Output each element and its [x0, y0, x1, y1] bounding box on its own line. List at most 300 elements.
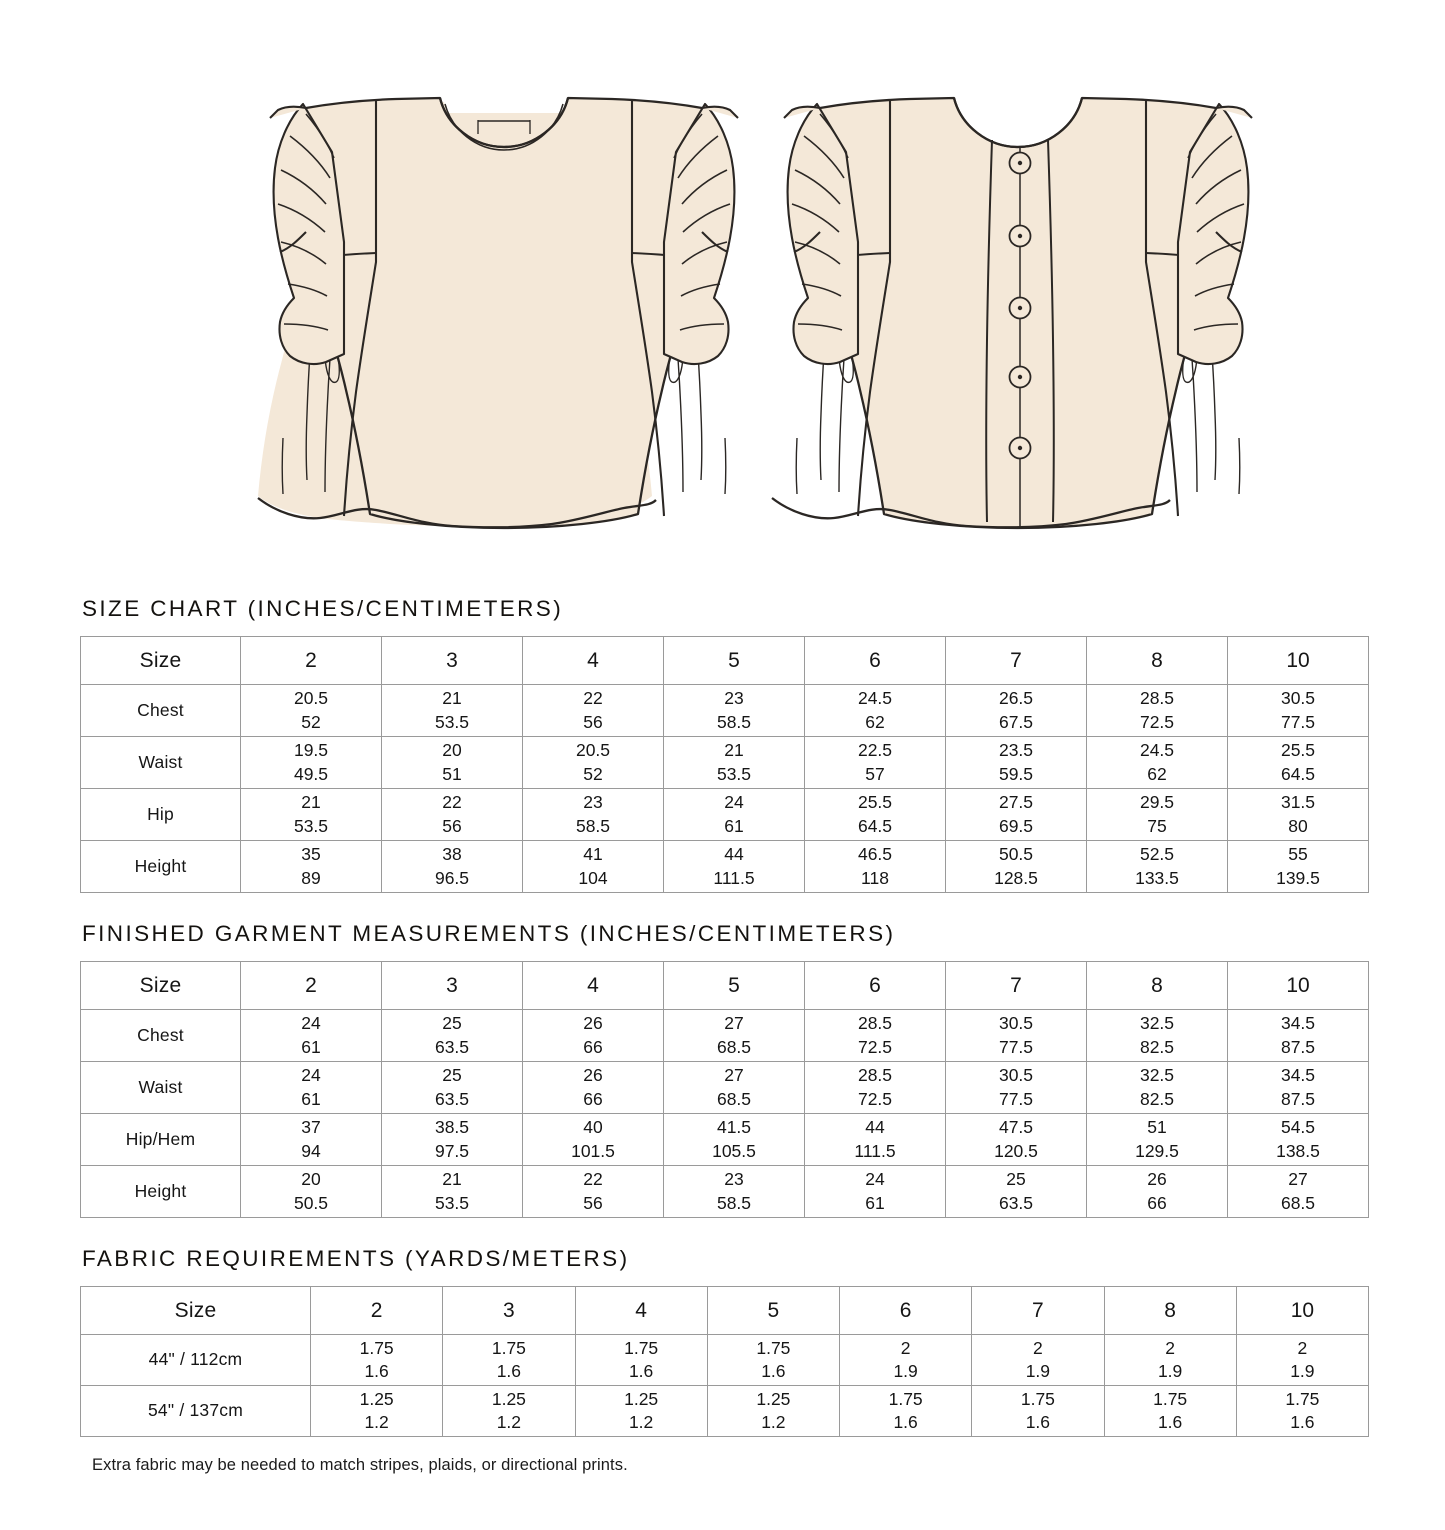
value-secondary: 1.6	[364, 1361, 389, 1381]
measurement-cell	[707, 1386, 839, 1437]
finished-garment-header-row	[81, 962, 1369, 1010]
column-header-size-7: 7	[946, 962, 1087, 1010]
value-primary: 51	[1147, 1117, 1167, 1138]
value-secondary: 69.5	[998, 815, 1034, 836]
value-primary: 25	[442, 1065, 462, 1086]
measurement-cell	[805, 1114, 946, 1166]
measurement-cell	[241, 841, 382, 893]
fabric-requirements-body	[81, 1287, 1369, 1437]
measurement-cell	[946, 685, 1087, 737]
measurement-cell	[1087, 1114, 1228, 1166]
value-primary: 41	[583, 844, 603, 865]
value-primary: 23	[724, 1169, 744, 1190]
value-primary: 44	[865, 1117, 885, 1138]
value-secondary: 89	[301, 867, 321, 888]
measurement-cell	[840, 1335, 972, 1386]
measurement-cell	[664, 1062, 805, 1114]
value-primary: 1.75	[1285, 1388, 1320, 1409]
value-primary: 52.5	[1139, 844, 1175, 865]
table-row	[81, 1062, 1369, 1114]
measurement-cell	[523, 841, 664, 893]
measurement-cell	[1087, 685, 1228, 737]
value-secondary: 61	[301, 1088, 321, 1109]
measurement-cell	[443, 1386, 575, 1437]
value-secondary: 77.5	[998, 1088, 1034, 1109]
measurement-cell	[1087, 841, 1228, 893]
value-secondary: 57	[865, 763, 885, 784]
measurement-cell	[241, 1010, 382, 1062]
measurement-cell	[805, 1010, 946, 1062]
value-primary: 24.5	[857, 688, 893, 709]
value-secondary: 1.6	[1157, 1412, 1183, 1432]
measurement-cell	[241, 685, 382, 737]
table-row	[81, 1335, 1369, 1386]
value-secondary: 138.5	[1276, 1140, 1320, 1161]
measurement-cell	[1087, 737, 1228, 789]
measurement-cell	[241, 789, 382, 841]
value-secondary: 128.5	[994, 867, 1038, 888]
value-primary: 46.5	[857, 844, 893, 865]
measurement-cell	[1236, 1386, 1368, 1437]
value-primary: 2	[1033, 1337, 1043, 1358]
measurement-cell	[523, 737, 664, 789]
column-header-size-8: 8	[1087, 637, 1228, 685]
value-primary: 55	[1288, 844, 1308, 865]
measurement-cell	[382, 1114, 523, 1166]
value-secondary: 66	[583, 1088, 603, 1109]
value-secondary: 58.5	[716, 1192, 752, 1213]
value-primary: 1.75	[624, 1337, 659, 1358]
size-chart-header-row	[81, 637, 1369, 685]
value-secondary: 53.5	[434, 1192, 470, 1213]
value-secondary: 111.5	[854, 1140, 896, 1161]
measurement-cell	[523, 685, 664, 737]
value-primary: 21	[442, 1169, 462, 1190]
value-secondary: 64.5	[1280, 763, 1316, 784]
measurement-cell	[523, 1166, 664, 1218]
value-secondary: 97.5	[434, 1140, 470, 1161]
size-chart-body	[81, 637, 1369, 893]
value-primary: 26	[583, 1013, 603, 1034]
measurement-cell	[523, 1114, 664, 1166]
value-primary: 28.5	[1139, 688, 1175, 709]
value-secondary: 1.2	[364, 1412, 389, 1432]
value-secondary: 56	[583, 1192, 603, 1213]
value-primary: 47.5	[998, 1117, 1034, 1138]
value-secondary: 96.5	[434, 867, 470, 888]
measurement-cell	[575, 1386, 707, 1437]
table-row	[81, 1114, 1369, 1166]
table-row	[81, 841, 1369, 893]
table-row	[81, 1166, 1369, 1218]
measurement-cell	[805, 1062, 946, 1114]
finished-garment-table	[80, 961, 1369, 1218]
measurement-cell	[664, 1114, 805, 1166]
measurement-cell	[664, 1166, 805, 1218]
value-primary: 22.5	[857, 740, 893, 761]
column-header-size-4: 4	[523, 962, 664, 1010]
value-primary: 29.5	[1139, 792, 1175, 813]
value-primary: 1.25	[359, 1388, 394, 1409]
value-secondary: 1.9	[1025, 1361, 1051, 1381]
column-header-size-8: 8	[1104, 1287, 1236, 1335]
column-header-size-4: 4	[523, 637, 664, 685]
value-primary: 24	[724, 792, 744, 813]
row-label: Height	[81, 1166, 241, 1218]
value-secondary: 1.6	[761, 1361, 786, 1381]
value-primary: 1.25	[756, 1388, 791, 1409]
value-secondary: 61	[865, 1192, 885, 1213]
column-header-size-5: 5	[664, 962, 805, 1010]
value-secondary: 111.5	[713, 867, 755, 888]
value-secondary: 1.2	[761, 1412, 786, 1432]
value-primary: 1.25	[624, 1388, 659, 1409]
value-secondary: 63.5	[434, 1036, 470, 1057]
value-secondary: 66	[583, 1036, 603, 1057]
value-primary: 2	[1165, 1337, 1175, 1358]
value-secondary: 61	[724, 815, 744, 836]
value-secondary: 49.5	[293, 763, 329, 784]
size-chart-title: SIZE CHART (INCHES/CENTIMETERS)	[82, 596, 564, 621]
measurement-cell	[805, 789, 946, 841]
value-primary: 21	[301, 792, 321, 813]
measurement-cell	[382, 1010, 523, 1062]
measurement-cell	[1228, 1166, 1369, 1218]
value-primary: 24	[301, 1013, 321, 1034]
value-primary: 35	[301, 844, 321, 865]
measurement-cell	[241, 1166, 382, 1218]
value-secondary: 120.5	[994, 1140, 1038, 1161]
value-secondary: 50.5	[293, 1192, 329, 1213]
value-primary: 40	[583, 1117, 603, 1138]
row-label: Hip/Hem	[81, 1114, 241, 1166]
row-label: 54" / 137cm	[81, 1386, 311, 1437]
table-row	[81, 789, 1369, 841]
column-header-size-7: 7	[946, 637, 1087, 685]
measurement-cell	[840, 1386, 972, 1437]
measurement-cell	[805, 841, 946, 893]
value-secondary: 104	[578, 867, 608, 888]
column-header-size-6: 6	[840, 1287, 972, 1335]
value-primary: 24	[865, 1169, 885, 1190]
row-label: Waist	[81, 1062, 241, 1114]
value-primary: 27.5	[998, 792, 1034, 813]
value-secondary: 94	[301, 1140, 321, 1161]
measurement-cell	[664, 1010, 805, 1062]
value-primary: 26	[1147, 1169, 1167, 1190]
column-header-size-2: 2	[241, 962, 382, 1010]
value-secondary: 129.5	[1135, 1140, 1179, 1161]
value-primary: 30.5	[1280, 688, 1316, 709]
value-primary: 1.75	[1153, 1388, 1188, 1409]
row-label: Hip	[81, 789, 241, 841]
value-primary: 30.5	[998, 1065, 1034, 1086]
finished-garment-title: FINISHED GARMENT MEASUREMENTS (INCHES/CENTIMETERS)	[82, 921, 896, 946]
column-header-size-10: 10	[1236, 1287, 1368, 1335]
value-primary: 23	[724, 688, 744, 709]
measurement-cell	[1104, 1386, 1236, 1437]
value-primary: 24	[301, 1065, 321, 1086]
value-secondary: 77.5	[1280, 711, 1316, 732]
fabric-requirements-table	[80, 1286, 1369, 1437]
measurement-cell	[1236, 1335, 1368, 1386]
measurement-cell	[1087, 1010, 1228, 1062]
value-secondary: 82.5	[1139, 1036, 1175, 1057]
value-secondary: 72.5	[857, 1088, 893, 1109]
value-primary: 23	[583, 792, 603, 813]
measurement-cell	[707, 1335, 839, 1386]
value-secondary: 56	[583, 711, 603, 732]
value-primary: 34.5	[1280, 1013, 1316, 1034]
row-label: Waist	[81, 737, 241, 789]
value-secondary: 80	[1288, 815, 1308, 836]
value-primary: 41.5	[716, 1117, 752, 1138]
value-secondary: 105.5	[712, 1140, 756, 1161]
finished-garment-body	[81, 962, 1369, 1218]
value-primary: 1.75	[491, 1337, 526, 1358]
measurement-cell	[972, 1335, 1104, 1386]
column-header-size-6: 6	[805, 637, 946, 685]
value-secondary: 52	[301, 711, 321, 732]
column-header-size-10: 10	[1228, 637, 1369, 685]
value-secondary: 133.5	[1135, 867, 1179, 888]
value-secondary: 72.5	[857, 1036, 893, 1057]
measurement-cell	[1228, 685, 1369, 737]
column-header-size-8: 8	[1087, 962, 1228, 1010]
column-header-size-2: 2	[311, 1287, 443, 1335]
column-header-size-3: 3	[443, 1287, 575, 1335]
value-secondary: 68.5	[1280, 1192, 1316, 1213]
row-label: Chest	[81, 685, 241, 737]
measurement-cell	[382, 841, 523, 893]
fabric-requirements-title: FABRIC REQUIREMENTS (YARDS/METERS)	[82, 1246, 630, 1271]
measurement-cell	[1104, 1335, 1236, 1386]
value-secondary: 75	[1147, 815, 1167, 836]
garment-illustration	[0, 0, 1445, 580]
value-secondary: 1.9	[1290, 1361, 1315, 1381]
measurement-cell	[664, 685, 805, 737]
measurement-cell	[523, 1010, 664, 1062]
measurement-cell	[805, 737, 946, 789]
measurement-cell	[382, 789, 523, 841]
value-secondary: 59.5	[998, 763, 1034, 784]
value-secondary: 64.5	[857, 815, 893, 836]
measurement-cell	[241, 1114, 382, 1166]
measurement-cell	[972, 1386, 1104, 1437]
table-row	[81, 1386, 1369, 1437]
value-secondary: 51	[442, 763, 462, 784]
measurement-cell	[946, 1166, 1087, 1218]
column-header-size-4: 4	[575, 1287, 707, 1335]
value-primary: 20.5	[293, 688, 329, 709]
value-primary: 26	[583, 1065, 603, 1086]
value-primary: 20	[442, 740, 462, 761]
value-secondary: 1.6	[893, 1412, 918, 1432]
value-secondary: 72.5	[1139, 711, 1175, 732]
measurement-cell	[1228, 737, 1369, 789]
column-header-size: Size	[81, 962, 241, 1010]
measurement-cell	[946, 841, 1087, 893]
column-header-size-10: 10	[1228, 962, 1369, 1010]
fabric-footnote: Extra fabric may be needed to match stripes, plaids, or directional prints.	[92, 1456, 628, 1474]
measurement-cell	[805, 1166, 946, 1218]
value-primary: 20.5	[575, 740, 611, 761]
measurement-cell	[664, 737, 805, 789]
value-primary: 26.5	[998, 688, 1034, 709]
dress-back-view	[772, 98, 1252, 528]
measurement-cell	[523, 789, 664, 841]
value-secondary: 58.5	[716, 711, 752, 732]
value-secondary: 1.9	[1157, 1361, 1183, 1381]
value-secondary: 139.5	[1276, 867, 1320, 888]
value-primary: 20	[301, 1169, 321, 1190]
value-secondary: 1.6	[628, 1361, 654, 1381]
value-primary: 28.5	[857, 1013, 893, 1034]
value-primary: 1.75	[1020, 1388, 1055, 1409]
value-primary: 38	[442, 844, 462, 865]
measurement-cell	[575, 1335, 707, 1386]
value-secondary: 62	[1147, 763, 1167, 784]
value-secondary: 1.2	[496, 1412, 522, 1432]
table-row	[81, 1010, 1369, 1062]
value-primary: 25	[442, 1013, 462, 1034]
measurement-cell	[443, 1335, 575, 1386]
column-header-size-7: 7	[972, 1287, 1104, 1335]
measurement-cell	[805, 685, 946, 737]
column-header-size-2: 2	[241, 637, 382, 685]
value-secondary: 53.5	[716, 763, 752, 784]
value-secondary: 66	[1147, 1192, 1167, 1213]
value-primary: 1.75	[359, 1337, 394, 1358]
value-secondary: 68.5	[716, 1036, 752, 1057]
table-row	[81, 737, 1369, 789]
value-primary: 32.5	[1139, 1065, 1175, 1086]
value-secondary: 67.5	[998, 711, 1034, 732]
size-chart-table	[80, 636, 1369, 893]
value-secondary: 63.5	[434, 1088, 470, 1109]
measurement-cell	[311, 1335, 443, 1386]
value-secondary: 63.5	[998, 1192, 1034, 1213]
measurement-cell	[241, 1062, 382, 1114]
measurement-cell	[1228, 1010, 1369, 1062]
column-header-size-3: 3	[382, 962, 523, 1010]
measurement-cell	[1228, 789, 1369, 841]
measurement-cell	[382, 1062, 523, 1114]
value-secondary: 58.5	[575, 815, 611, 836]
value-secondary: 53.5	[434, 711, 470, 732]
value-secondary: 1.9	[893, 1361, 918, 1381]
value-secondary: 1.2	[628, 1412, 654, 1432]
measurement-cell	[1228, 841, 1369, 893]
value-primary: 21	[442, 688, 462, 709]
value-secondary: 61	[301, 1036, 321, 1057]
measurement-cell	[241, 737, 382, 789]
value-primary: 38.5	[434, 1117, 470, 1138]
measurement-cell	[382, 737, 523, 789]
value-primary: 44	[724, 844, 744, 865]
value-primary: 34.5	[1280, 1065, 1316, 1086]
fabric-requirements-header-row	[81, 1287, 1369, 1335]
measurement-cell	[1087, 789, 1228, 841]
value-primary: 50.5	[998, 844, 1034, 865]
row-label: Chest	[81, 1010, 241, 1062]
measurement-cell	[523, 1062, 664, 1114]
value-secondary: 87.5	[1280, 1088, 1316, 1109]
measurement-cell	[382, 1166, 523, 1218]
measurement-cell	[946, 1062, 1087, 1114]
value-primary: 31.5	[1280, 792, 1316, 813]
value-primary: 19.5	[293, 740, 329, 761]
measurement-cell	[1228, 1114, 1369, 1166]
value-primary: 25.5	[857, 792, 893, 813]
value-primary: 2	[1297, 1337, 1308, 1358]
value-primary: 27	[724, 1065, 744, 1086]
table-row	[81, 685, 1369, 737]
value-primary: 27	[724, 1013, 744, 1034]
value-primary: 1.75	[888, 1388, 923, 1409]
measurement-cell	[946, 737, 1087, 789]
value-primary: 27	[1288, 1169, 1308, 1190]
value-secondary: 1.6	[1290, 1412, 1315, 1432]
value-secondary: 87.5	[1280, 1036, 1316, 1057]
value-primary: 22	[583, 688, 603, 709]
value-primary: 24.5	[1139, 740, 1175, 761]
measurement-cell	[1228, 1062, 1369, 1114]
value-primary: 30.5	[998, 1013, 1034, 1034]
measurement-cell	[664, 841, 805, 893]
measurement-cell	[946, 789, 1087, 841]
value-primary: 32.5	[1139, 1013, 1175, 1034]
measurement-cell	[1087, 1166, 1228, 1218]
value-primary: 25	[1006, 1169, 1026, 1190]
value-secondary: 77.5	[998, 1036, 1034, 1057]
measurement-cell	[1087, 1062, 1228, 1114]
dress-front-view	[258, 98, 738, 528]
value-primary: 54.5	[1280, 1117, 1316, 1138]
column-header-size-3: 3	[382, 637, 523, 685]
value-secondary: 53.5	[293, 815, 329, 836]
row-label: Height	[81, 841, 241, 893]
value-primary: 1.25	[491, 1388, 526, 1409]
value-primary: 21	[724, 740, 744, 761]
value-secondary: 52	[583, 763, 603, 784]
value-primary: 22	[442, 792, 462, 813]
value-primary: 1.75	[756, 1337, 791, 1358]
column-header-size: Size	[81, 1287, 311, 1335]
measurement-cell	[311, 1386, 443, 1437]
value-secondary: 118	[861, 867, 889, 888]
value-primary: 25.5	[1280, 740, 1316, 761]
value-secondary: 1.6	[1025, 1412, 1051, 1432]
value-primary: 37	[301, 1117, 321, 1138]
row-label: 44" / 112cm	[81, 1335, 311, 1386]
value-primary: 28.5	[857, 1065, 893, 1086]
measurement-cell	[664, 789, 805, 841]
value-secondary: 101.5	[571, 1140, 615, 1161]
column-header-size-5: 5	[664, 637, 805, 685]
value-secondary: 82.5	[1139, 1088, 1175, 1109]
column-header-size-6: 6	[805, 962, 946, 1010]
value-secondary: 56	[442, 815, 462, 836]
value-primary: 2	[900, 1337, 911, 1358]
column-header-size: Size	[81, 637, 241, 685]
value-secondary: 62	[865, 711, 885, 732]
column-header-size-5: 5	[707, 1287, 839, 1335]
measurement-cell	[946, 1010, 1087, 1062]
value-primary: 23.5	[998, 740, 1034, 761]
value-primary: 22	[583, 1169, 603, 1190]
value-secondary: 68.5	[716, 1088, 752, 1109]
